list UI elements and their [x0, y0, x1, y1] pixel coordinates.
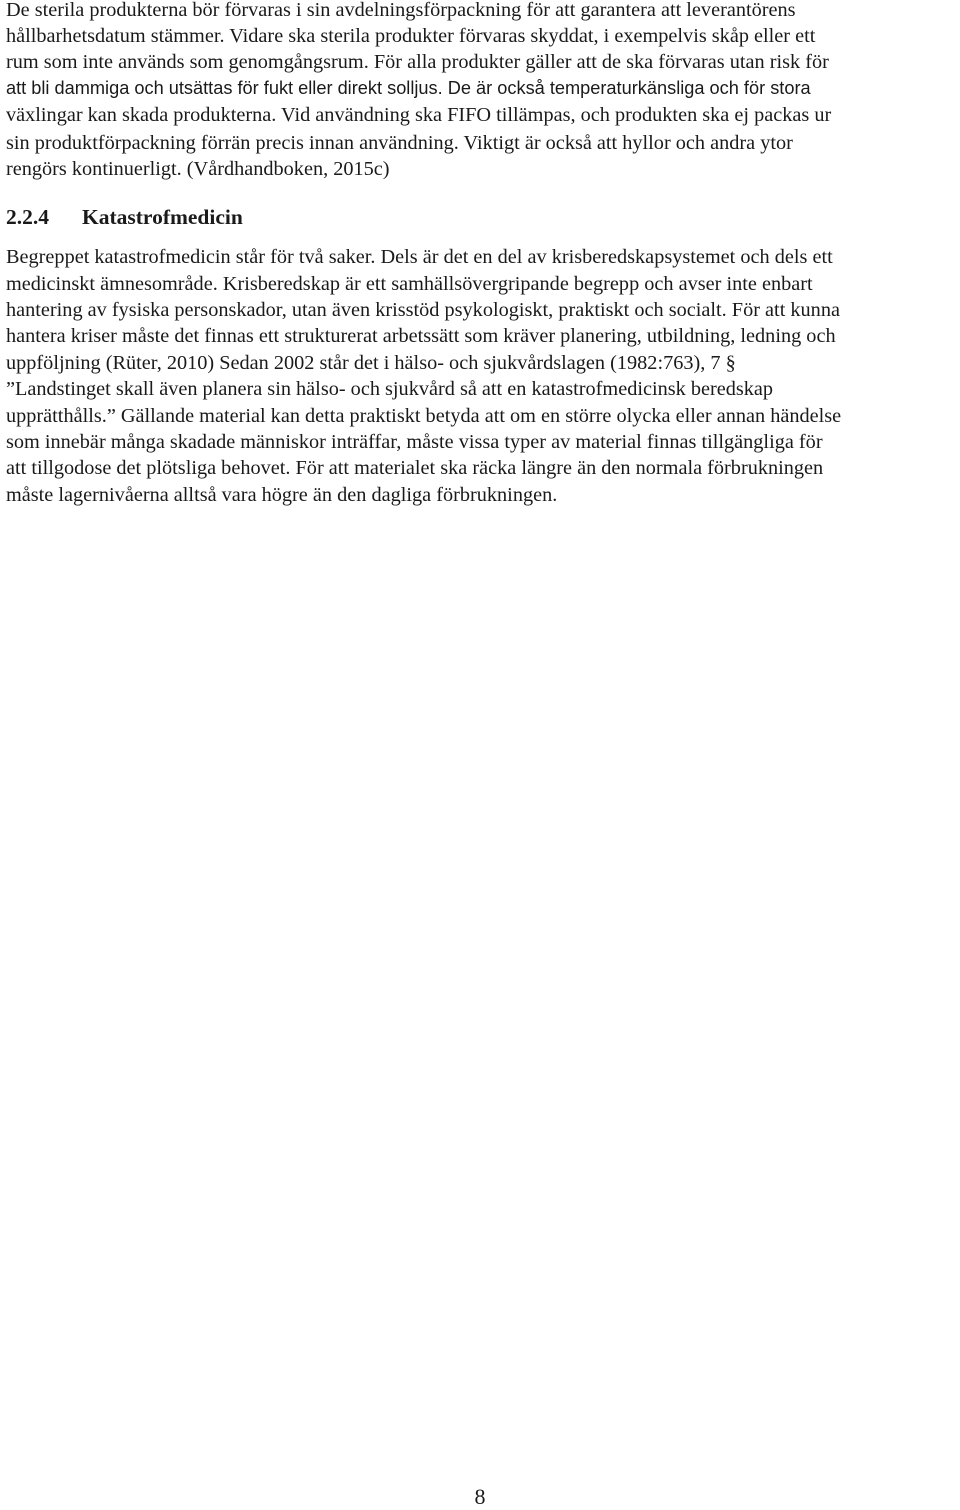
- paragraph-2-line-2: medicinskt ämnesområde. Krisberedskap är ett samhällsövergripande begrepp och avser inte enbart: [6, 273, 813, 295]
- paragraph-2-line-5: uppföljning (Rüter, 2010) Sedan 2002 står det i hälso- och sjukvårdslagen (1982:763), 7 §: [6, 352, 736, 374]
- paragraph-1-line-6: sin produktförpackning förrän precis innan användning. Viktigt är också att hyllor och andra ytor: [6, 132, 793, 154]
- paragraph-2-line-6: ”Landstinget skall även planera sin hälso- och sjukvård så att en katastrofmedicinsk beredskap: [6, 378, 774, 400]
- paragraph-2-line-9: att tillgodose det plötsliga behovet. För att materialet ska räcka längre än den normala förbrukningen: [6, 457, 824, 479]
- paragraph-2-line-4: hantera kriser måste det finnas ett strukturerat arbetssätt som kräver planering, utbildning, ledning och: [6, 325, 836, 347]
- paragraph-1-line-3: rum som inte används som genomgångsrum. För alla produkter gäller att de ska förvaras utan risk för: [6, 51, 829, 73]
- paragraph-1-line-2: hållbarhetsdatum stämmer. Vidare ska sterila produkter förvaras skyddat, i exempelvis skåp eller ett: [6, 25, 816, 47]
- section-heading: [6, 203, 243, 231]
- paragraph-1-line-1: De sterila produkterna bör förvaras i sin avdelningsförpackning för att garantera att leverantörens: [6, 0, 796, 21]
- paragraph-2-line-10: måste lagernivåerna alltså vara högre än den dagliga förbrukningen.: [6, 484, 558, 506]
- paragraph-1-line-4: att bli dammiga och utsättas för fukt eller direkt solljus. De är också temperaturkänsliga och för stora: [6, 78, 811, 98]
- section-number: 2.2.4: [6, 205, 49, 229]
- paragraph-1-line-7: rengörs kontinuerligt. (Vårdhandboken, 2015c): [6, 158, 390, 180]
- section-title: Katastrofmedicin: [82, 205, 243, 229]
- paragraph-2-line-3: hantering av fysiska personskador, utan även krisstöd psykologiskt, praktiskt och socialt. För att kunna: [6, 299, 840, 321]
- paragraph-1-line-5: växlingar kan skada produkterna. Vid användning ska FIFO tillämpas, och produkten ska ej packas ur: [6, 104, 832, 126]
- paragraph-2-line-8: som innebär många skadade människor inträffar, måste vissa typer av material finnas tillgängliga för: [6, 431, 823, 453]
- paragraph-2-line-1: Begreppet katastrofmedicin står för två saker. Dels är det en del av krisberedskapsystemet och dels ett: [6, 246, 833, 268]
- paragraph-2-line-7: upprätthålls.” Gällande material kan detta praktiskt betyda att om en större olycka eller annan händelse: [6, 405, 842, 427]
- page-number: 8: [474, 1484, 486, 1509]
